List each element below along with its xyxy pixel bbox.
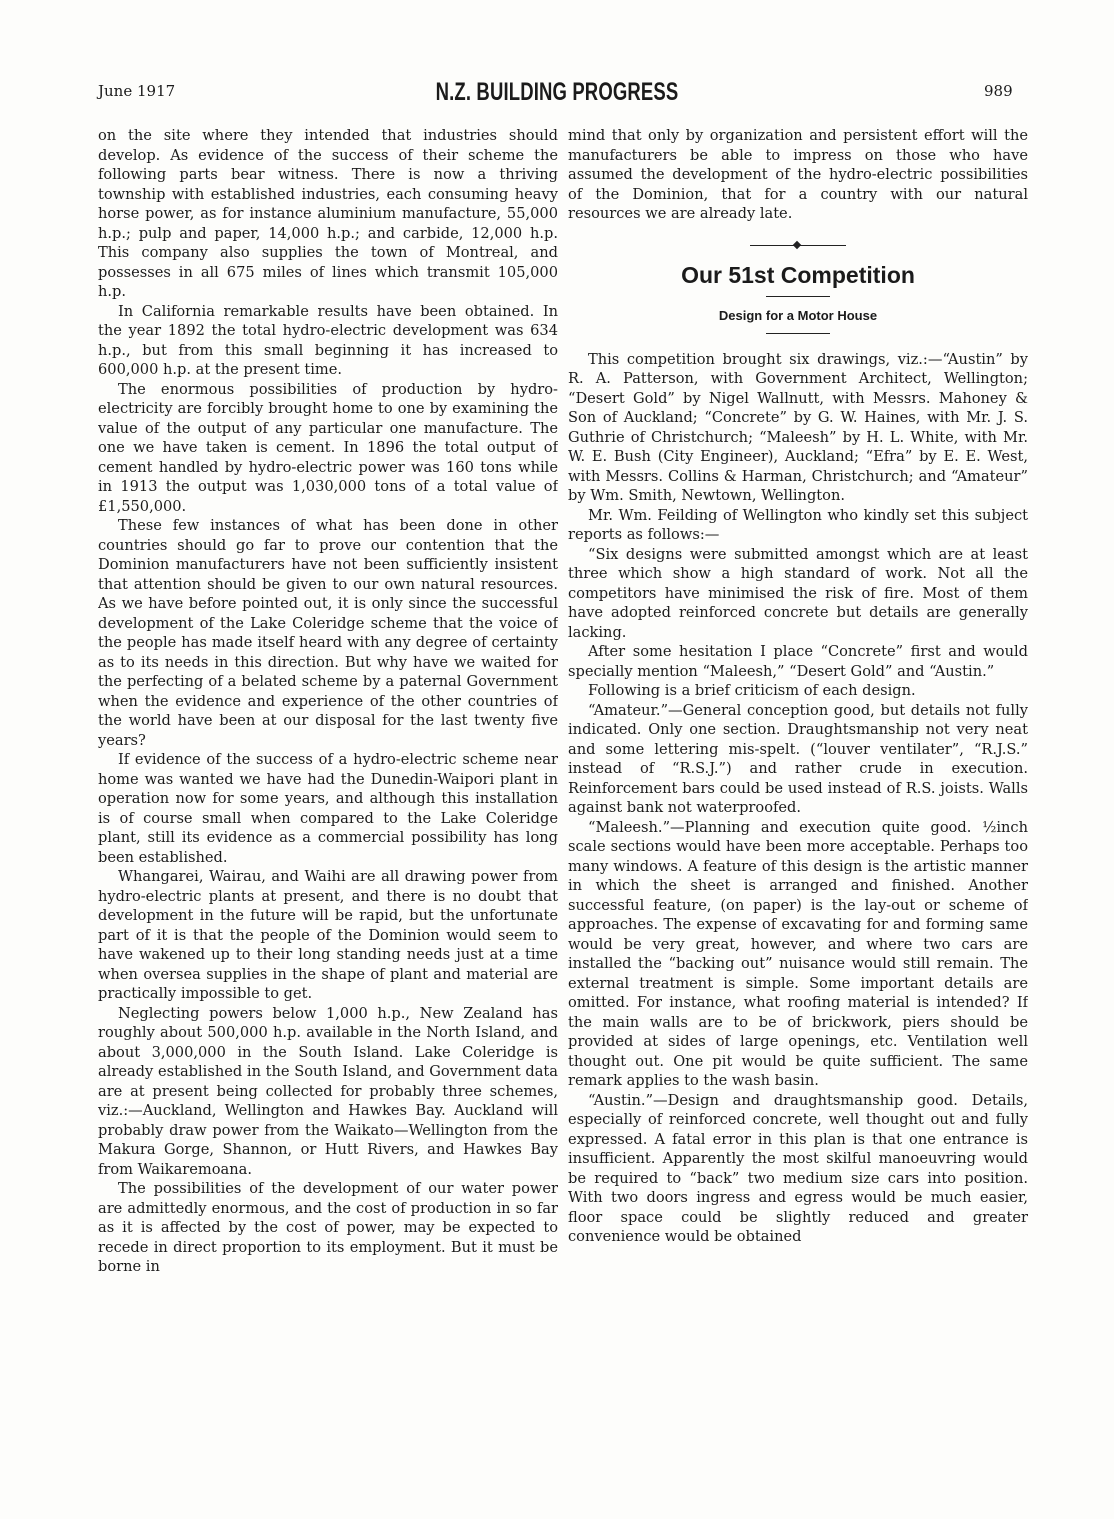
paragraph: The possibilities of the development of our water power are admittedly enormous, and the cost of production in so far as it is affected by the cost of power, may be expected to recede in direct proportion to its employment. But it must be borne in — [98, 1180, 558, 1275]
paragraph: In California remarkable results have been obtained. In the year 1892 the total hydro-electric development was 634 h.p., but from this small beginning it has increased to 600,000 h.p. at the present time. — [98, 302, 558, 378]
paragraph: The enormous possibilities of production by hydro-electricity are forcibly brought home to one by examining the value of the output of any particular one manufacture. The one we have taken is cement. In 1896 the total output of cement handled by hydro-electric power was 160 tons while in 1913 the output was 1,030,000 tons of a total value of £1,550,000. — [98, 380, 558, 515]
subtitle-rule — [766, 333, 830, 334]
left-column — [98, 126, 558, 1482]
page-header — [0, 78, 1114, 108]
title-rule — [766, 296, 830, 297]
paragraph: Neglecting powers below 1,000 h.p., New Zealand has roughly about 500,000 h.p. available in the North Island, and about 3,000,000 in the South Island. Lake Coleridge is already established in the South Island, and Government data are at present being collected for probably three schemes, viz.:—Auckland, Wellington and Hawkes Bay. Auckland will probably draw power from the Waikato—Wellington from the Makura Gorge, Shannon, or Hutt Rivers, and Hawkes Bay from Waikaremoana. — [98, 1004, 558, 1178]
page-number: 989 — [984, 82, 1013, 100]
paragraph: Mr. Wm. Feilding of Wellington who kindly set this subject reports as follows:— — [568, 506, 1028, 543]
paragraph: “Six designs were submitted amongst which are at least three which show a high standard of work. Not all the competitors have minimised the risk of fire. Most of them have adopted reinforced concrete but details are generally lacking. — [568, 545, 1028, 641]
paragraph: If evidence of the success of a hydro-electric scheme near home was wanted we have had the Dunedin-Waipori plant in operation now for some years, and although this installation is of course small when compared to the Lake Coleridge plant, still its evidence as a commercial possibility has long been established. — [98, 751, 558, 866]
paragraph: Whangarei, Wairau, and Waihi are all drawing power from hydro-electric plants at present, and there is no doubt that development in the future will be rapid, but the unfortunate part of it is that the people of the Dominion would seem to have wakened up to their long standing needs just at a time when oversea supplies in the shape of plant and material are practically impossible to get. — [98, 868, 558, 1002]
section-title: Our 51st Competition — [681, 261, 915, 288]
journal-title: N.Z. BUILDING PROGRESS — [435, 78, 679, 106]
right-column — [568, 126, 1028, 1482]
paragraph: “Maleesh.”—Planning and execution quite good. ½inch scale sections would have been more acceptable. Perhaps too many windows. A feature of this design is the artistic manner in which the sheet is arranged and finished. Another successful feature, (on paper) is the lay-out or scheme of approaches. The expense of excavating for and forming same would be very great, however, and where two cars are installed the “backing out” nuisance would still remain. The external treatment is simple. Some important details are omitted. For instance, what roofing material is intended? If the main walls are to be of brickwork, piers should be provided at sides of large openings, etc. Ventilation well thought out. One pit would be quite sufficient. The same remark applies to the wash basin. — [568, 818, 1028, 1089]
paragraph: Following is a brief criticism of each design. — [588, 682, 916, 699]
paragraph: “Amateur.”—General conception good, but details not fully indicated. Only one section. Draughtsmanship not very neat and some lettering mis-spelt. (“louver ventilater”, “R.J.S.” instead of “R.S.J.”) and rather crude in execution. Reinforcement bars could be used instead of R.S. joists. Walls against bank not waterproofed. — [568, 701, 1028, 816]
paragraph: “Austin.”—Design and draughtsmanship good. Details, especially of reinforced concrete, well thought out and fully expressed. A fatal error in this plan is that one entrance is insufficient. Apparently the most skilful manoeuvring would be required to “back” two medium size cars into position. With two doors ingress and egress would be much easier, floor space could be slightly reduced and greater convenience would be obtained — [568, 1091, 1028, 1245]
paragraph: mind that only by organization and persistent effort will the manufacturers be able to impress on those who have assumed the development of the hydro-electric possibilities of the Dominion, that for a country with our natural resources we are already late. — [568, 127, 1028, 222]
header-date: June 1917 — [98, 82, 176, 100]
paragraph: on the site where they intended that industries should develop. As evidence of the success of their scheme the following parts bear witness. There is now a thriving township with established industries, each consuming heavy horse power, as for instance aluminium manufacture, 55,000 h.p.; pulp and paper, 14,000 h.p.; and carbide, 12,000 h.p. This company also supplies the town of Montreal, and possesses in all 675 miles of lines which transmit 105,000 h.p. — [98, 127, 558, 300]
paragraph: These few instances of what has been done in other countries should go far to prove our contention that the Dominion manufacturers have not been sufficiently insistent that attention should be given to our own natural resources. As we have before pointed out, it is only since the successful development of the Lake Coleridge scheme that the voice of the people has made itself heard with any degree of certainty as to its needs in this direction. But why have we waited for the perfecting of a belated scheme by a paternal Government when the evidence and experience of the other countries of the world have been at our disposal for the last twenty five years? — [98, 517, 558, 749]
section-subtitle: Design for a Motor House — [718, 307, 878, 323]
paragraph: This competition brought six drawings, viz.:—“Austin” by R. A. Patterson, with Government Architect, Wellington; “Desert Gold” by Nigel Wallnutt, with Messrs. Mahoney & Son of Auckland; “Concrete” by G. W. Haines, with Mr. J. S. Guthrie of Christchurch; “Maleesh” by H. L. White, with Mr. W. E. Bush (City Engineer), Auckland; “Efra” by E. E. West, with Messrs. Collins & Harman, Christchurch; and “Amateur” by Wm. Smith, Newtown, Wellington. — [568, 350, 1028, 504]
paragraph: After some hesitation I place “Concrete” first and would specially mention “Maleesh,” “Desert Gold” and “Austin.” — [568, 643, 1028, 680]
section-divider — [568, 236, 1028, 246]
